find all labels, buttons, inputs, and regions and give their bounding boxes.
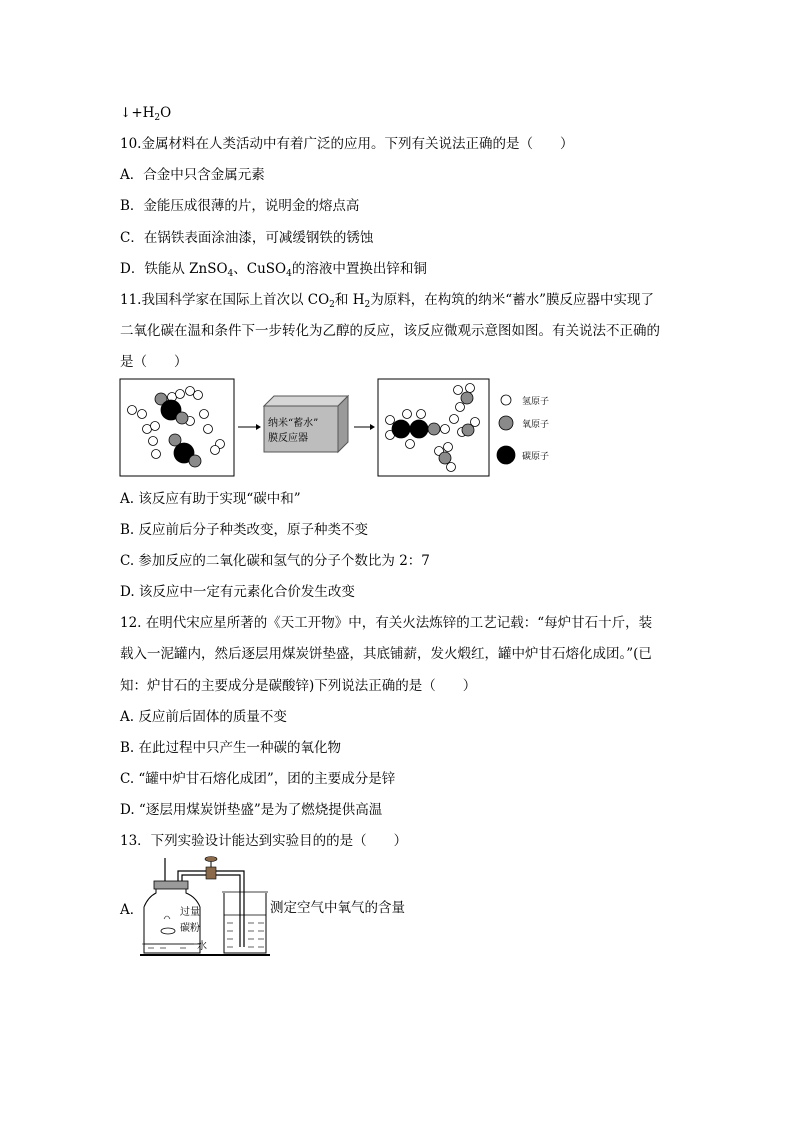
q11-option-a: A. 该反应有助于实现“碳中和” — [120, 491, 301, 507]
legend-hydrogen: 氢原子 — [522, 397, 550, 407]
q12-option-b: B. 在此过程中只产生一种碳的氧化物 — [120, 740, 342, 756]
apparatus-label-water: 水 — [197, 941, 207, 952]
oxygen-test-apparatus — [140, 855, 270, 960]
q10-option-a: A．合金中只含金属元素 — [120, 167, 265, 183]
q11-option-b: B. 反应前后分子种类改变，原子种类不变 — [120, 522, 369, 538]
q12-stem-line3: 知：炉甘石的主要成分是碳酸锌)下列说法正确的是（ ） — [120, 678, 477, 694]
q11-stem-line1: 11.我国科学家在国际上首次以 $CO_2$和 $H_2$为原料，在构筑的纳米“蓄水”膜反应器中实现了 — [120, 292, 655, 310]
q11-stem-line2: 二氧化碳在温和条件下一步转化为乙醇的反应，该反应微观示意图如图。有关说法不正确的 — [120, 323, 660, 339]
q12-option-d: D. “逐层用煤炭饼垫盛”是为了燃烧提供高温 — [120, 802, 383, 818]
q10-option-d: D．铁能从 ZnSO$_4$、CuSO$_4$的溶液中置换出锌和铜 — [120, 261, 427, 279]
q13-option-a-label: A． — [120, 902, 144, 918]
legend-oxygen: 氧原子 — [522, 420, 550, 430]
q12-stem-line2: 载入一泥罐内，然后逐层用煤炭饼垫盛，其底铺薪，发火煅红，罐中炉甘石熔化成团。”(已 — [120, 646, 652, 662]
q13-stem: 13．下列实验设计能达到实验目的的是（ ） — [120, 833, 408, 849]
q11-stem-line3: 是（ ） — [120, 354, 188, 370]
legend-carbon: 碳原子 — [522, 452, 550, 462]
combustion-spoon — [161, 928, 175, 934]
q13-option-a-text: 测定空气中氧气的含量 — [270, 900, 405, 916]
q10-option-c: C．在锅铁表面涂油漆，可减缓钢铁的锈蚀 — [120, 230, 374, 246]
q12-stem-line1: 12. 在明代宋应星所著的《天工开物》中，有关火法炼锌的工艺记载：“每炉甘石十斤，装 — [120, 615, 653, 631]
reaction-diagram — [118, 376, 558, 482]
oxygen-atom-icon — [499, 416, 513, 430]
clamp-icon — [206, 867, 216, 879]
apparatus-label-excess: 过量 — [180, 907, 200, 918]
q12-option-a: A. 反应前后固体的质量不变 — [120, 709, 287, 725]
q10-option-b: B．金能压成很薄的片，说明金的熔点高 — [120, 198, 360, 214]
reactor-label-line2: 膜反应器 — [268, 433, 308, 444]
arrow-right-icon — [256, 424, 261, 430]
q12-option-c: C. “罐中炉甘石熔化成团”，团的主要成分是锌 — [120, 771, 396, 787]
top-fragment: $↓+H_2O$ — [120, 105, 172, 123]
stopper — [154, 881, 188, 889]
apparatus-label-carbon: 碳粉 — [180, 923, 200, 934]
down-arrow-icon: ↓ — [120, 105, 132, 121]
legend — [497, 395, 515, 464]
carbon-atom-icon — [497, 446, 515, 464]
arrow-right-icon — [370, 424, 375, 430]
q11-option-c: C. 参加反应的二氧化碳和氢气的分子个数比为 2：7 — [120, 553, 430, 569]
reactor-label-line1: 纳米“蓄水” — [268, 418, 319, 429]
q10-stem: 10.金属材料在人类活动中有着广泛的应用。下列有关说法正确的是（ ） — [120, 136, 574, 152]
q11-option-d: D. 该反应中一定有元素化合价发生改变 — [120, 584, 355, 600]
hydrogen-atom-icon — [501, 395, 511, 405]
